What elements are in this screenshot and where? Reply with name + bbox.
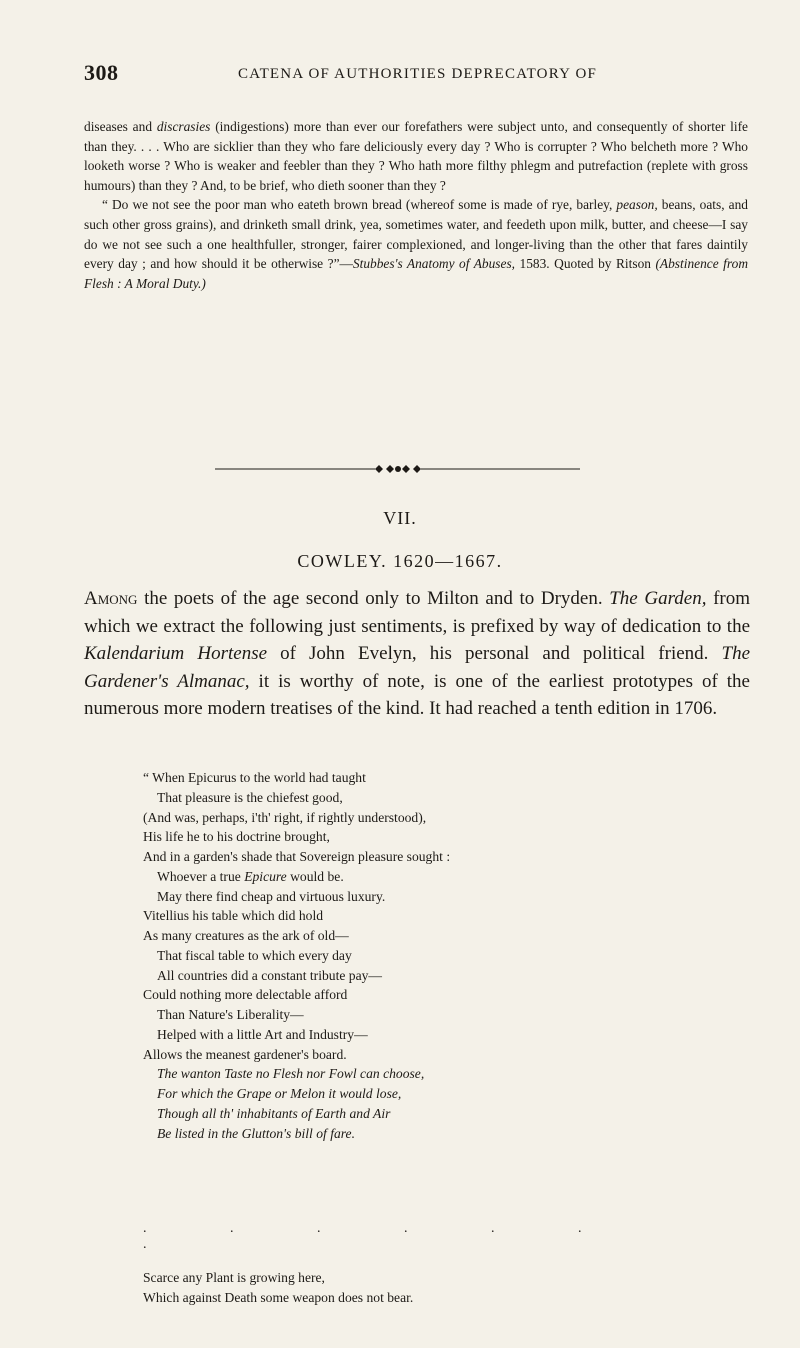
text-run: 1583. Quoted by Ritson (515, 256, 656, 272)
drop-word: Among (84, 588, 138, 609)
italic-term: peason, (616, 197, 658, 213)
poem-line (143, 867, 733, 887)
poem-line: Allows the meanest gardener's board. (143, 1046, 347, 1062)
text-run: beans, oats, and such other gross grains), and drinketh small drink, yea, sometimes water, and feedeth upon milk, butter, and cheese—I say do we not see such a one healthfuller, stronger, fairer complexioned, and longer-living than the other that fares daintily every day ; and how should it be otherwise ?”— (84, 197, 748, 272)
poem-line (143, 1064, 733, 1084)
poem-line: Helped with a little Art and Industry— (157, 1026, 368, 1042)
page-header (84, 60, 730, 92)
text-run: the poets of the age second only to Milton and to Dryden. (137, 588, 610, 609)
section-divider-ornament (215, 463, 580, 475)
page-number: 308 (84, 60, 119, 85)
quote-paragraph-2 (84, 195, 748, 293)
quote-paragraph-1 (84, 117, 748, 195)
italic-line: Though all th' inhabitants of Earth and Air (157, 1105, 391, 1121)
poem (143, 768, 733, 1143)
source-title: Stubbes's Anatomy of Abuses, (352, 256, 515, 272)
poem-line: His life he to his doctrine brought, (143, 829, 330, 845)
quoted-passage (84, 117, 748, 293)
text-run: from which we extract the following just sentiments, is prefixed by way of dedication to the (84, 588, 751, 637)
poem-line: That fiscal table to which every day (157, 947, 352, 963)
text-run: Whoever a true (157, 868, 245, 884)
italic-line: The wanton Taste no Flesh nor Fowl can choose, (157, 1066, 425, 1082)
running-head: CATENA OF AUTHORITIES DEPRECATORY OF (238, 66, 598, 82)
text-run: of John Evelyn, his personal and political friend. (267, 643, 722, 665)
italic-line: For which the Grape or Melon it would lose, (157, 1086, 402, 1101)
poem-line: As many creatures as the ark of old— (143, 928, 349, 943)
text-run: (indigestions) more than ever our forefathers were subject unto, and consequently of shorter life than they. . . . Who are sicklier than they who fare deliciously every day ? Who is corrupter ? Who belcheth more ? Who looketh worse ? Who is weaker and feebler than they ? Who hath more filthy phlegm and putrefaction (replete with gross humours) than they ? And, to be brief, who dieth sooner than they ? (84, 119, 748, 193)
text-run: would be. (286, 868, 344, 884)
italic-title: The Garden, (609, 588, 707, 609)
text-run: diseases and (84, 119, 157, 134)
poem-line (143, 1124, 733, 1144)
text-run: it is worthy of note, is one of the earliest prototypes of the numerous more modern treatises of the kind. It had reached a tenth edition in 1706. (84, 670, 750, 720)
poem-line: That pleasure is the chiefest good, (157, 789, 343, 805)
poem-closing (143, 1268, 733, 1308)
text-run: “ Do we not see the poor man who eateth brown bread (whereof some is made of rye, barley, (102, 197, 617, 213)
italic-line: Be listed in the Glutton's bill of fare. (157, 1125, 355, 1141)
poem-line: Could nothing more delectable afford (143, 987, 348, 1003)
source-reference: (Abstinence from Flesh : A Moral Duty.) (84, 256, 748, 291)
poem-line: “ When Epicurus to the world had taught (143, 770, 366, 785)
poem-line: Than Nature's Liberality— (157, 1007, 304, 1022)
italic-title: The Gardener's Almanac, (84, 643, 750, 692)
chapter-number: VII. (383, 508, 417, 528)
italic-term: discrasies (156, 119, 211, 134)
chapter-title: COWLEY. 1620—1667. (297, 551, 503, 571)
ellipsis-dots: . . . . . . . (143, 1221, 622, 1252)
italic-term: Epicure (244, 868, 287, 884)
poem-line: Vitellius his table which did hold (143, 908, 324, 924)
italic-title: Kalendarium Hortense (84, 643, 268, 665)
poem-line: And in a garden's shade that Sovereign pleasure sought : (143, 849, 451, 864)
poem-line: Scarce any Plant is growing here, (143, 1270, 325, 1285)
poem-line (143, 1084, 733, 1104)
poem-line (143, 1104, 733, 1124)
intro-paragraph (84, 585, 750, 723)
poem-line: (And was, perhaps, i'th' right, if rightly understood), (143, 809, 427, 825)
poem-line: May there find cheap and virtuous luxury. (157, 888, 386, 904)
poem-line: All countries did a constant tribute pay— (157, 967, 383, 983)
poem-line: Which against Death some weapon does not bear. (143, 1289, 414, 1305)
